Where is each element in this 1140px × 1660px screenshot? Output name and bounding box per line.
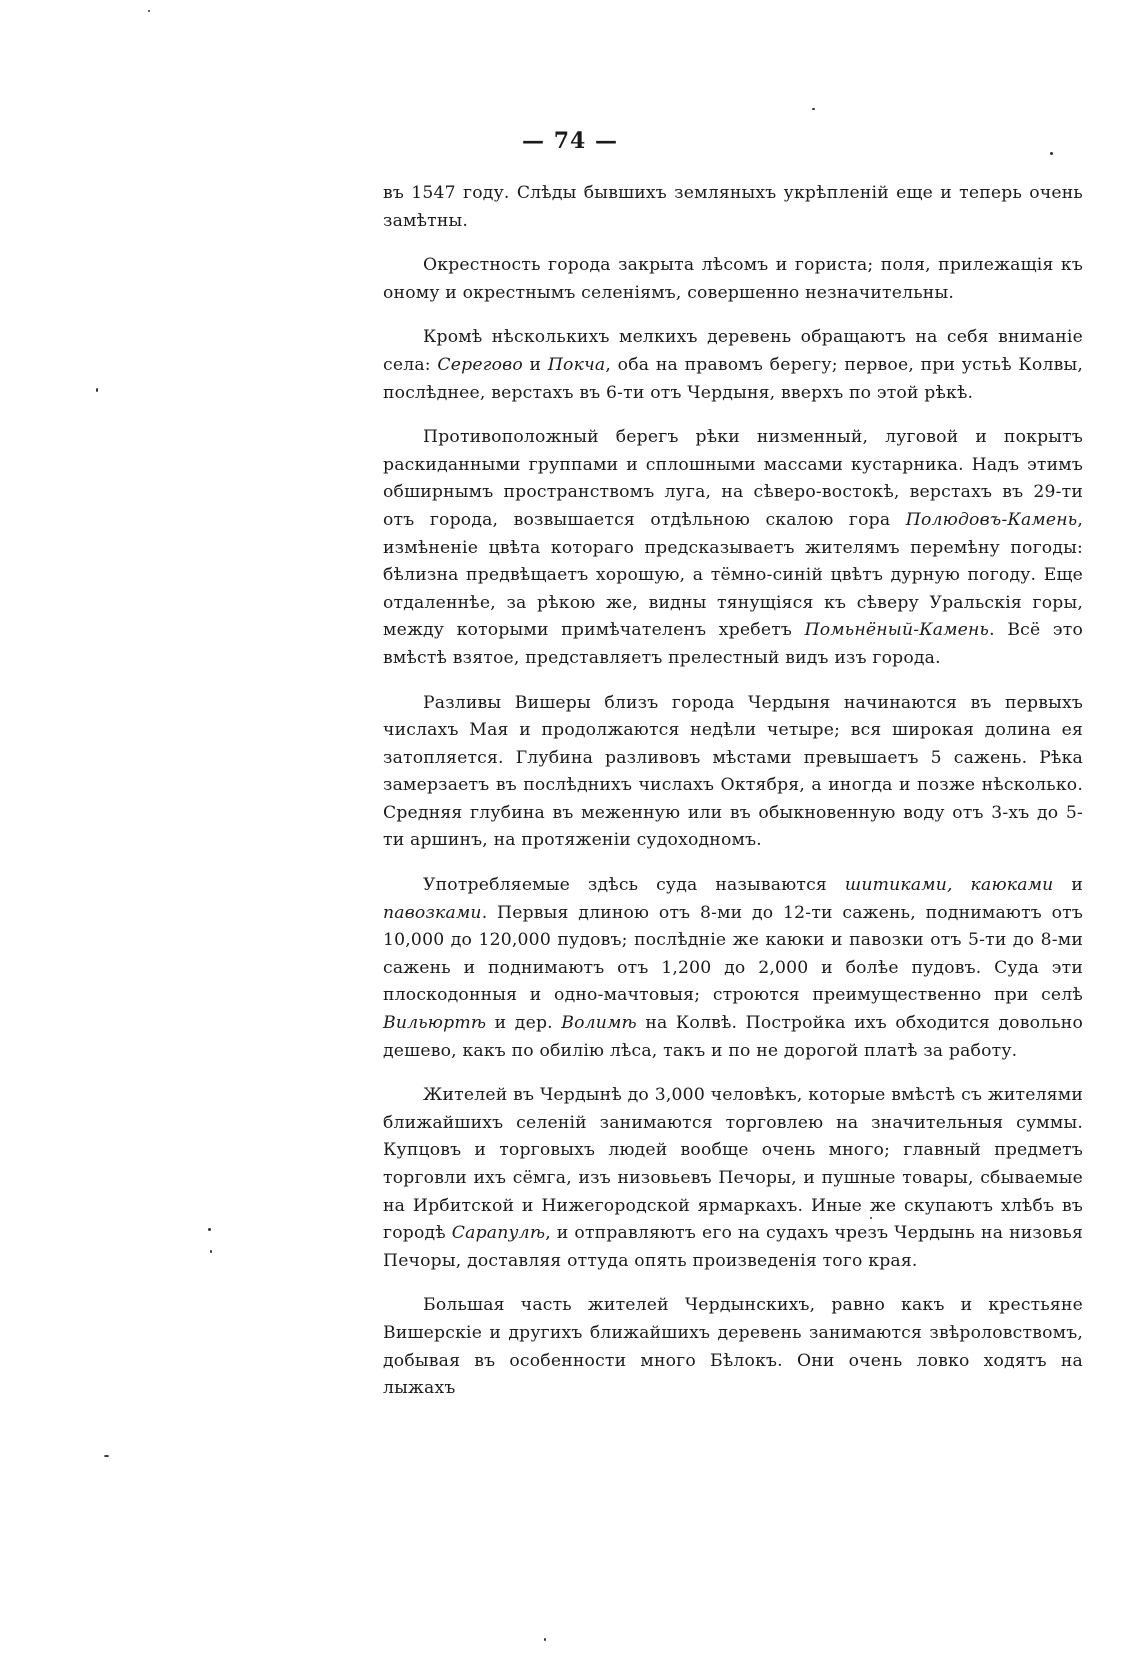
paragraph-2 xyxy=(383,252,1083,307)
text-run: Разливы Вишеры близъ города Чердыня начинаются въ первыхъ числахъ Мая и продолжаются недѣли четыре; вся широкая долина ея затопляется. Глубина разливовъ мѣстами превышаетъ 5 сажень. Рѣка замерзаетъ въ послѣднихъ числахъ Октября, а иногда и позже нѣсколько. Средняя глубина въ меженную или въ обыкновенную воду отъ 3-хъ до 5-ти аршинъ, на протяженіи судоходномъ. xyxy=(383,692,1083,851)
paragraph-1 xyxy=(383,180,1083,235)
place-name-italic: Вильюртѣ xyxy=(383,1013,487,1034)
text-run: Жителей въ Чердынѣ до 3,000 человѣкъ, которые вмѣстѣ съ жителями ближайшихъ селеній занимаются торговлею на значительныя суммы. Купцовъ и торговыхъ людей вообще очень много; главный предметъ торговли ихъ сёмга, изъ низовьевъ Печоры, и пушные товары, сбываемые на Ирбитской и Нижегородской ярмаркахъ. Иные же скупаютъ хлѣбъ въ городѣ xyxy=(383,1085,1083,1244)
text-run: и xyxy=(1053,875,1083,896)
text-run: Кромѣ нѣсколькихъ мелкихъ деревень обращаютъ на себя вниманіе села: xyxy=(383,327,1083,375)
text-run: . Всё это вмѣстѣ взятое, представляетъ прелестный видъ изъ города. xyxy=(383,620,1083,668)
text-run: Противоположный берегъ рѣки низменный, луговой и покрытъ раскиданными группами и сплошными массами кустарника. Надъ этимъ обширнымъ пространствомъ луга, на сѣверо-востокѣ, верстахъ въ 29-ти отъ города, возвышается отдѣльною скалою гора xyxy=(383,427,1083,530)
scan-speck xyxy=(210,1250,212,1253)
place-name-italic: Помьнёный-Камень xyxy=(804,620,990,641)
scan-speck xyxy=(812,108,815,110)
paragraph-7 xyxy=(383,1082,1083,1275)
scan-speck xyxy=(544,1638,546,1641)
term-italic: шитиками, каюками xyxy=(844,875,1054,896)
scan-speck xyxy=(96,388,98,392)
text-run: и дер. xyxy=(486,1013,562,1034)
paragraph-3 xyxy=(383,324,1083,407)
page-number: — 74 — xyxy=(522,128,618,154)
place-name-italic: Сарапулѣ xyxy=(451,1223,546,1244)
text-run: . Первыя длиною отъ 8-ми до 12-ти сажень, поднимаютъ отъ 10,000 до 120,000 пудовъ; послѣдніе же каюки и павозки отъ 5-ти до 8-ми сажень и поднимаютъ отъ 1,200 до 2,000 и болѣе пудовъ. Суда эти плоскодонныя и одно-мачтовыя; строются преимущественно при селѣ xyxy=(383,902,1083,1006)
text-run: , оба на правомъ берегу; первое, при устьѣ Колвы, послѣднее, верстахъ въ 6-ти отъ Чердыня, вверхъ по этой рѣкѣ. xyxy=(383,354,1084,403)
text-run: , и отправляютъ его на судахъ чрезъ Чердынь на низовья Печоры, доставляя оттуда опять произведенія того края. xyxy=(383,1223,1084,1271)
scan-speck xyxy=(1050,152,1053,155)
place-name-italic: Волимѣ xyxy=(561,1013,637,1034)
place-name-italic: Серегово xyxy=(437,354,523,375)
text-run: въ 1547 году. Слѣды бывшихъ земляныхъ укрѣпленій еще и теперь очень замѣтны. xyxy=(383,183,1083,231)
scan-speck xyxy=(148,10,150,12)
text-run: Употребляемые здѣсь суда называются xyxy=(423,875,845,896)
text-run: , измѣненіе цвѣта котораго предсказываетъ жителямъ перемѣну погоды: бѣлизна предвѣщаетъ хорошую, а тёмно-синій цвѣтъ дурную погоду. Еще отдаленнѣе, за рѣкою же, видны тянущіяся къ сѣверу Уральскія горы, между которыми примѣчателенъ хребетъ xyxy=(383,509,1083,641)
term-italic: павозками xyxy=(383,902,482,923)
scan-speck xyxy=(870,1217,872,1219)
place-name-italic: Покча xyxy=(547,354,606,375)
text-run: Окрестность города закрыта лѣсомъ и гориста; поля, прилежащія къ оному и окрестнымъ селеніямъ, совершенно незначительны. xyxy=(383,255,1083,303)
scan-speck xyxy=(104,1455,109,1457)
paragraph-8 xyxy=(383,1292,1083,1402)
paragraph-4 xyxy=(383,424,1083,672)
text-run: на Колвѣ. Постройка ихъ обходится довольно дешево, какъ по обилію лѣса, такъ и по не дорогой платѣ за работу. xyxy=(383,1013,1083,1061)
place-name-italic: Полюдовъ-Камень xyxy=(905,509,1078,530)
paragraph-5 xyxy=(383,690,1083,856)
body-text xyxy=(383,180,1083,1420)
scan-speck xyxy=(208,1228,211,1231)
text-run: и xyxy=(522,354,548,375)
text-run: Большая часть жителей Чердынскихъ, равно какъ и крестьяне Вишерскіе и другихъ ближайшихъ деревень занимаются звѣроловствомъ, добывая въ особенности много Бѣлокъ. Они очень ловко ходятъ на лыжахъ xyxy=(383,1295,1083,1399)
paragraph-6 xyxy=(383,872,1083,1065)
